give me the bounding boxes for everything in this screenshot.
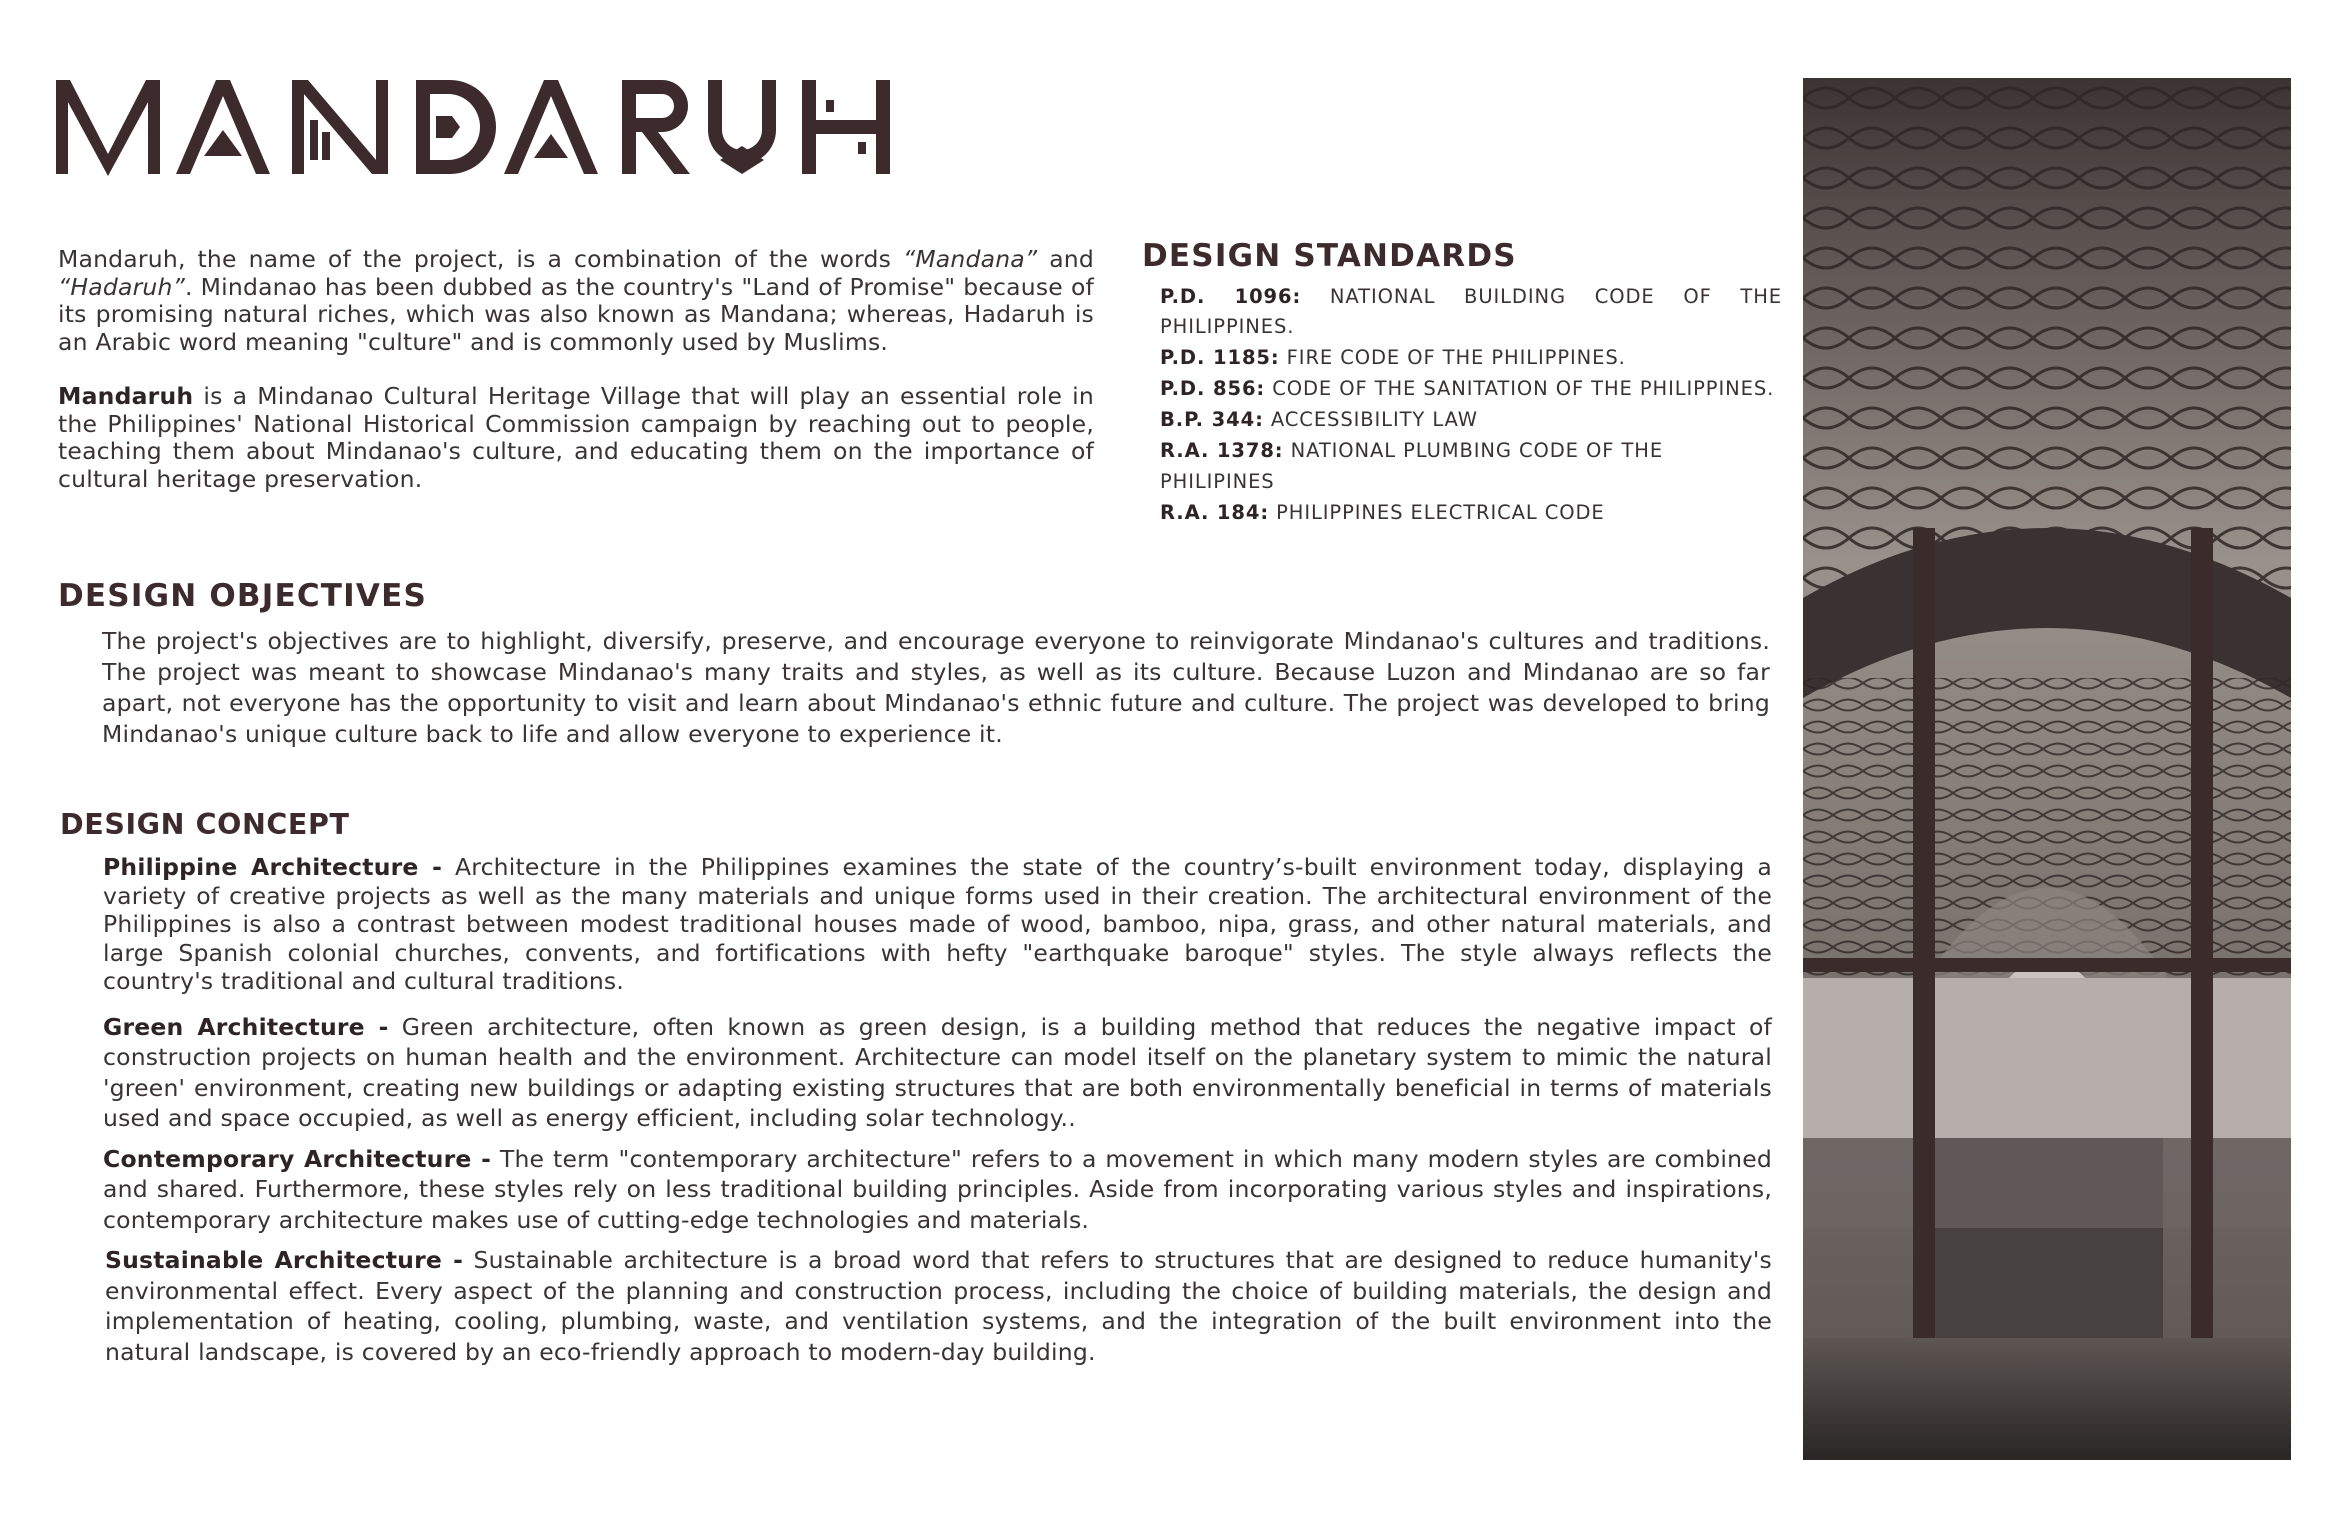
standard-item (1160, 435, 1782, 497)
objectives-text: The project's objectives are to highlight, diversify, preserve, and encourage everyone to reinvigorate Mindanao's cultures and traditions. The project was meant to showcase Mindanao's many traits and styles, as well as its culture. Because Luzon and Mindanao are so far apart, not everyone has the opportunity to visit and learn about Mindanao's ethnic future and culture. The project was developed to bring Mindanao's unique culture back to life and allow everyone to experience it. (102, 627, 1770, 748)
design-standards-heading: DESIGN STANDARDS (1142, 238, 1517, 274)
design-objectives-heading: DESIGN OBJECTIVES (58, 578, 427, 614)
design-concept-section (60, 808, 1772, 1367)
standard-item (1160, 404, 1782, 435)
intro-paragraph-name-origin (58, 246, 1094, 356)
standard-code: R.A. 1378: (1160, 439, 1284, 462)
design-concept-heading: DESIGN CONCEPT (60, 808, 350, 841)
logo-lettering (56, 76, 902, 178)
concept-text: Green architecture, often known as green design, is a building method that reduces the negative impact of construction projects on human health and the environment. Architecture can model itself on the planetary system to mimic the natural 'green' environment, creating new buildings or adapting existing structures that are both environmentally beneficial in terms of materials used and space occupied, as well as energy efficient, including solar technology.. (103, 1012, 1772, 1132)
project-name: Mandaruh (58, 382, 194, 410)
intro-p1-text: Mandaruh, the name of the project, is a combination of the words (58, 245, 903, 273)
concept-title: Sustainable Architecture - (105, 1246, 464, 1274)
standard-item (1160, 282, 1782, 342)
intro-section (58, 246, 1094, 520)
standard-text: ACCESSIBILITY LAW (1263, 408, 1478, 431)
intro-p2-text: is a Mindanao Cultural Heritage Village that will play an essential role in the Philippines' National Historical Commission campaign by reaching out to people, teaching them about Mindanao's culture, and educating them on the importance of cultural heritage preservation. (58, 382, 1094, 493)
standard-code: P.D. 856: (1160, 377, 1266, 400)
concept-text: Sustainable architecture is a broad word that refers to structures that are designed to reduce humanity's environmental effect. Every aspect of the planning and construction process, including the choice of building materials, the design and implementation of heating, cooling, plumbing, waste, and ventilation systems, and the integration of the built environment into the natural landscape, is covered by an eco-friendly approach to modern-day building. (105, 1246, 1772, 1366)
standard-text: CODE OF THE SANITATION OF THE PHILIPPINES. (1265, 377, 1775, 400)
standard-code: B.P. 344: (1160, 408, 1264, 431)
standard-item (1160, 497, 1782, 528)
standard-item (1160, 342, 1782, 373)
concept-sustainable-architecture (105, 1245, 1772, 1367)
interior-render-image (1803, 78, 2291, 1460)
dome-interior-illustration (1803, 78, 2291, 1460)
concept-green-architecture (103, 1012, 1772, 1134)
concept-title: Green Architecture - (103, 1012, 389, 1041)
standard-code: P.D. 1096: (1160, 285, 1302, 308)
concept-title: Contemporary Architecture - (103, 1144, 492, 1173)
term-mandana: “Mandana” (902, 245, 1038, 273)
concept-text: The term "contemporary architecture" refers to a movement in which many modern styles are combined and shared. Furthermore, these styles rely on less traditional building principles. Aside from incorporating various styles and inspirations, contemporary architecture makes use of cutting-edge technologies and materials. (103, 1144, 1773, 1234)
concept-contemporary-architecture (103, 1144, 1772, 1236)
design-objectives-section (58, 578, 1770, 750)
intro-p1-and: and (1037, 245, 1095, 273)
concept-philippine-architecture (103, 853, 1772, 996)
term-hadaruh: “Hadaruh” (58, 272, 185, 301)
standard-text: NATIONAL PLUMBING CODE OF THE PHILIPINES (1160, 439, 1664, 493)
design-standards-section (1142, 238, 1782, 528)
standard-code: P.D. 1185: (1160, 346, 1280, 369)
concept-text: Architecture in the Philippines examines the state of the country’s-built environment today, displaying a variety of creative projects as well as the many materials and unique forms used in their creation. The architectural environment of the Philippines is also a contrast between modest traditional houses made of wood, bamboo, nipa, grass, and other natural materials, and large Spanish colonial churches, convents, and fortifications with hefty "earthquake baroque" styles. The style always reflects the country's traditional and cultural traditions. (103, 853, 1772, 995)
standard-item (1160, 373, 1782, 404)
standard-text: FIRE CODE OF THE PHILIPPINES. (1279, 346, 1626, 369)
intro-paragraph-description (58, 383, 1094, 493)
intro-p1-rest: . Mindanao has been dubbed as the country's "Land of Promise" because of its promising natural riches, which was also known as Mandana; whereas, Hadaruh is an Arabic word meaning "culture" and is commonly used by Muslims. (58, 272, 1094, 356)
standards-list (1160, 282, 1782, 528)
standard-code: R.A. 184: (1160, 501, 1270, 524)
concept-title: Philippine Architecture - (103, 853, 443, 881)
standard-text: NATIONAL BUILDING CODE OF THE PHILIPPINES. (1160, 285, 1782, 338)
mandaruh-logo (56, 76, 902, 178)
standard-text: PHILIPPINES ELECTRICAL CODE (1269, 501, 1605, 524)
